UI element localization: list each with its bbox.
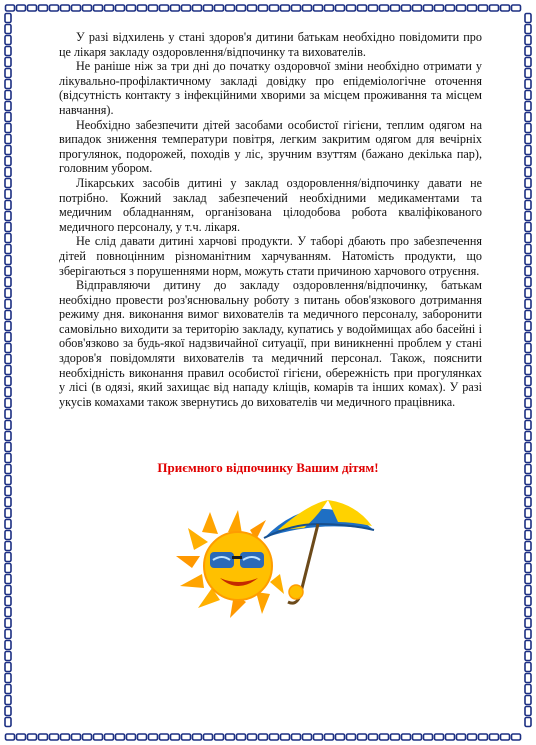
border-link bbox=[5, 355, 11, 364]
border-link bbox=[149, 5, 158, 11]
border-link bbox=[525, 201, 531, 210]
border-link bbox=[127, 734, 136, 740]
border-link bbox=[457, 5, 466, 11]
border-link bbox=[248, 734, 257, 740]
border-link bbox=[446, 734, 455, 740]
border-link bbox=[468, 5, 477, 11]
border-link bbox=[525, 432, 531, 441]
border-link bbox=[5, 641, 11, 650]
border-link bbox=[336, 734, 345, 740]
border-link bbox=[525, 366, 531, 375]
border-link bbox=[5, 476, 11, 485]
border-link bbox=[215, 5, 224, 11]
border-link bbox=[28, 5, 37, 11]
border-link bbox=[204, 734, 213, 740]
border-link bbox=[525, 157, 531, 166]
border-link bbox=[237, 5, 246, 11]
border-link bbox=[435, 734, 444, 740]
border-link bbox=[5, 311, 11, 320]
border-link bbox=[204, 5, 213, 11]
border-link bbox=[50, 734, 59, 740]
border-link bbox=[525, 289, 531, 298]
border-link bbox=[525, 91, 531, 100]
paragraph-health-notice: У разі відхилень у стані здоров'я дитини батькам необхідно повідомити про це лікаря закладу оздоровлення/відпочинку та вихователів. bbox=[59, 30, 482, 59]
border-link bbox=[5, 597, 11, 606]
border-link bbox=[5, 212, 11, 221]
border-link bbox=[193, 734, 202, 740]
border-link bbox=[501, 5, 510, 11]
border-link bbox=[270, 5, 279, 11]
border-link bbox=[369, 734, 378, 740]
border-link bbox=[5, 245, 11, 254]
border-link bbox=[525, 80, 531, 89]
border-link bbox=[5, 201, 11, 210]
border-link bbox=[424, 734, 433, 740]
border-link bbox=[525, 212, 531, 221]
border-link bbox=[5, 399, 11, 408]
border-link bbox=[28, 734, 37, 740]
border-link bbox=[525, 377, 531, 386]
border-link bbox=[5, 344, 11, 353]
border-link bbox=[292, 734, 301, 740]
border-link bbox=[303, 5, 312, 11]
border-link bbox=[50, 5, 59, 11]
border-link bbox=[127, 5, 136, 11]
border-link bbox=[525, 113, 531, 122]
border-link bbox=[171, 5, 180, 11]
border-link bbox=[525, 322, 531, 331]
border-link bbox=[446, 5, 455, 11]
border-link bbox=[525, 344, 531, 353]
border-link bbox=[281, 5, 290, 11]
border-link bbox=[182, 734, 191, 740]
border-link bbox=[490, 5, 499, 11]
border-link bbox=[94, 734, 103, 740]
border-link bbox=[5, 498, 11, 507]
border-link bbox=[72, 734, 81, 740]
border-link bbox=[525, 14, 531, 23]
border-link bbox=[237, 734, 246, 740]
border-link bbox=[72, 5, 81, 11]
border-link bbox=[336, 5, 345, 11]
border-link bbox=[525, 69, 531, 78]
border-link bbox=[413, 734, 422, 740]
border-link bbox=[6, 5, 15, 11]
border-link bbox=[391, 5, 400, 11]
border-link bbox=[5, 366, 11, 375]
border-link bbox=[525, 652, 531, 661]
border-link bbox=[5, 223, 11, 232]
border-link bbox=[525, 608, 531, 617]
border-link bbox=[525, 685, 531, 694]
border-link bbox=[5, 564, 11, 573]
sun-umbrella-illustration bbox=[168, 490, 378, 620]
border-link bbox=[5, 91, 11, 100]
border-link bbox=[5, 333, 11, 342]
border-link bbox=[525, 630, 531, 639]
border-link bbox=[525, 300, 531, 309]
border-link bbox=[479, 5, 488, 11]
border-link bbox=[525, 124, 531, 133]
border-link bbox=[525, 619, 531, 628]
border-link bbox=[182, 5, 191, 11]
border-link bbox=[193, 5, 202, 11]
border-link bbox=[138, 5, 147, 11]
border-link bbox=[303, 734, 312, 740]
paragraph-hygiene-clothing: Необхідно забезпечити дітей засобами особистої гігієни, теплим одягом на випадок зниження температури повітря, легким закритим одягом для вечірніх прогулянок, подорожей, походів у ліс, зручним взуттям (бажано декілька пар), головним убором. bbox=[59, 117, 482, 176]
border-link bbox=[5, 377, 11, 386]
paragraph-behaviour-rules: Відправляючи дитину до закладу оздоровлення/відпочинку, батькам необхідно провести роз'яснювальну роботу з питань обов'язкового дотримання режиму дня. виконання вимог вихователів та медичного персоналу, заборонити самовільно виходити за територію закладу, купатись у водоймищах або басейні і обов'язково за будь-якої надзвичайної ситуації, при виникненні проблем у стані здоров'я повідомляти вихователів та медичний персонал. Також, пояснити необхідність виконання правил особистої гігієни, обережність при прогулянках у лісі (в одязі, який захищає від нападу кліщів, комарів та інших комах). У разі укусів комахами також звернутись до вихователів чи медичного працівника. bbox=[59, 278, 482, 409]
border-link bbox=[138, 734, 147, 740]
border-link bbox=[512, 734, 521, 740]
border-link bbox=[325, 5, 334, 11]
border-link bbox=[5, 102, 11, 111]
border-link bbox=[215, 734, 224, 740]
border-link bbox=[525, 267, 531, 276]
border-link bbox=[525, 542, 531, 551]
border-link bbox=[5, 586, 11, 595]
border-link bbox=[248, 5, 257, 11]
border-link bbox=[525, 245, 531, 254]
border-link bbox=[5, 36, 11, 45]
border-link bbox=[424, 5, 433, 11]
border-link bbox=[5, 608, 11, 617]
border-link bbox=[435, 5, 444, 11]
border-link bbox=[5, 410, 11, 419]
border-link bbox=[391, 734, 400, 740]
border-link bbox=[525, 531, 531, 540]
border-link bbox=[479, 734, 488, 740]
paragraph-food: Не слід давати дитині харчові продукти. У таборі дбають про забезпечення дітей повноцінним різноманітним харчуванням. Натомість продукти, що зберігаються з порушеннями норм, можуть стати причиною харчового отруєння. bbox=[59, 234, 482, 278]
border-link bbox=[17, 5, 26, 11]
border-link bbox=[259, 734, 268, 740]
border-link bbox=[525, 553, 531, 562]
border-link bbox=[525, 597, 531, 606]
border-link bbox=[525, 641, 531, 650]
border-link bbox=[5, 278, 11, 287]
border-link bbox=[39, 5, 48, 11]
border-link bbox=[525, 498, 531, 507]
border-link bbox=[347, 734, 356, 740]
border-link bbox=[226, 734, 235, 740]
border-link bbox=[525, 355, 531, 364]
border-link bbox=[5, 124, 11, 133]
border-link bbox=[281, 734, 290, 740]
border-link bbox=[5, 289, 11, 298]
border-link bbox=[525, 223, 531, 232]
border-link bbox=[5, 553, 11, 562]
border-link bbox=[358, 5, 367, 11]
border-link bbox=[525, 707, 531, 716]
border-link bbox=[525, 509, 531, 518]
border-link bbox=[5, 58, 11, 67]
border-link bbox=[525, 25, 531, 34]
border-link bbox=[5, 190, 11, 199]
border-link bbox=[413, 5, 422, 11]
border-link bbox=[347, 5, 356, 11]
border-link bbox=[525, 102, 531, 111]
border-link bbox=[525, 311, 531, 320]
border-link bbox=[525, 674, 531, 683]
border-link bbox=[501, 734, 510, 740]
border-link bbox=[5, 531, 11, 540]
border-link bbox=[525, 487, 531, 496]
border-link bbox=[39, 734, 48, 740]
border-link bbox=[5, 487, 11, 496]
paragraph-medical-certificate: Не раніше ніж за три дні до початку оздоровчої зміни необхідно отримати у лікувально-профілактичному закладі довідку про епідеміологічне оточення (відсутність контакту з інфекційними хворими за місцем проживання та місцем навчання). bbox=[59, 59, 482, 117]
border-link bbox=[259, 5, 268, 11]
border-link bbox=[5, 663, 11, 672]
border-link bbox=[5, 630, 11, 639]
border-link bbox=[5, 432, 11, 441]
border-link bbox=[5, 234, 11, 243]
border-link bbox=[83, 5, 92, 11]
border-link bbox=[525, 564, 531, 573]
border-link bbox=[5, 168, 11, 177]
closing-wish: Приємного відпочинку Вашим дітям! bbox=[157, 460, 379, 475]
border-link bbox=[160, 5, 169, 11]
border-link bbox=[5, 135, 11, 144]
border-link bbox=[457, 734, 466, 740]
border-link bbox=[226, 5, 235, 11]
border-link bbox=[525, 399, 531, 408]
border-link bbox=[5, 25, 11, 34]
border-link bbox=[5, 619, 11, 628]
border-link bbox=[5, 146, 11, 155]
border-link bbox=[380, 734, 389, 740]
border-link bbox=[5, 300, 11, 309]
border-link bbox=[5, 575, 11, 584]
border-link bbox=[83, 734, 92, 740]
border-link bbox=[116, 734, 125, 740]
border-link bbox=[5, 179, 11, 188]
border-link bbox=[171, 734, 180, 740]
border-link bbox=[105, 734, 114, 740]
border-link bbox=[402, 5, 411, 11]
border-link bbox=[5, 69, 11, 78]
border-link bbox=[160, 734, 169, 740]
border-link bbox=[17, 734, 26, 740]
border-link bbox=[5, 707, 11, 716]
border-link bbox=[525, 586, 531, 595]
border-link bbox=[116, 5, 125, 11]
border-link bbox=[5, 520, 11, 529]
border-link bbox=[525, 663, 531, 672]
border-link bbox=[5, 157, 11, 166]
border-link bbox=[525, 234, 531, 243]
border-link bbox=[525, 58, 531, 67]
border-link bbox=[5, 443, 11, 452]
border-link bbox=[369, 5, 378, 11]
border-link bbox=[61, 5, 70, 11]
border-link bbox=[5, 322, 11, 331]
document-body bbox=[59, 30, 482, 409]
border-link bbox=[6, 734, 15, 740]
border-link bbox=[5, 509, 11, 518]
border-link bbox=[5, 80, 11, 89]
border-link bbox=[5, 674, 11, 683]
border-link bbox=[314, 5, 323, 11]
border-link bbox=[5, 685, 11, 694]
border-link bbox=[5, 542, 11, 551]
border-link bbox=[314, 734, 323, 740]
border-link bbox=[5, 718, 11, 727]
border-link bbox=[292, 5, 301, 11]
border-link bbox=[525, 476, 531, 485]
border-link bbox=[525, 388, 531, 397]
border-link bbox=[525, 36, 531, 45]
border-link bbox=[525, 718, 531, 727]
border-link bbox=[525, 179, 531, 188]
border-link bbox=[5, 388, 11, 397]
border-link bbox=[5, 696, 11, 705]
border-link bbox=[5, 113, 11, 122]
border-link bbox=[468, 734, 477, 740]
border-link bbox=[5, 256, 11, 265]
border-link bbox=[270, 734, 279, 740]
border-link bbox=[525, 696, 531, 705]
border-link bbox=[525, 575, 531, 584]
border-link bbox=[149, 734, 158, 740]
border-link bbox=[5, 421, 11, 430]
border-link bbox=[5, 267, 11, 276]
border-link bbox=[525, 421, 531, 430]
border-link bbox=[512, 5, 521, 11]
border-link bbox=[5, 14, 11, 23]
border-link bbox=[525, 146, 531, 155]
border-link bbox=[358, 734, 367, 740]
border-link bbox=[402, 734, 411, 740]
border-link bbox=[525, 333, 531, 342]
border-link bbox=[525, 47, 531, 56]
border-link bbox=[525, 278, 531, 287]
border-link bbox=[525, 520, 531, 529]
border-link bbox=[525, 410, 531, 419]
border-link bbox=[525, 256, 531, 265]
border-link bbox=[525, 168, 531, 177]
border-link bbox=[490, 734, 499, 740]
border-link bbox=[5, 652, 11, 661]
border-link bbox=[525, 135, 531, 144]
paragraph-medicines: Лікарських засобів дитині у заклад оздоровлення/відпочинку давати не потрібно. Кожний заклад забезпечений необхідними медикаментами та медичним обладнанням, організована цілодобова робота кваліфікованого медичного персоналу, у т.ч. лікаря. bbox=[59, 175, 482, 234]
border-link bbox=[94, 5, 103, 11]
sun-hand-icon bbox=[289, 585, 303, 599]
border-link bbox=[5, 47, 11, 56]
border-link bbox=[525, 190, 531, 199]
border-link bbox=[380, 5, 389, 11]
border-link bbox=[61, 734, 70, 740]
border-link bbox=[325, 734, 334, 740]
border-link bbox=[105, 5, 114, 11]
border-link bbox=[525, 443, 531, 452]
